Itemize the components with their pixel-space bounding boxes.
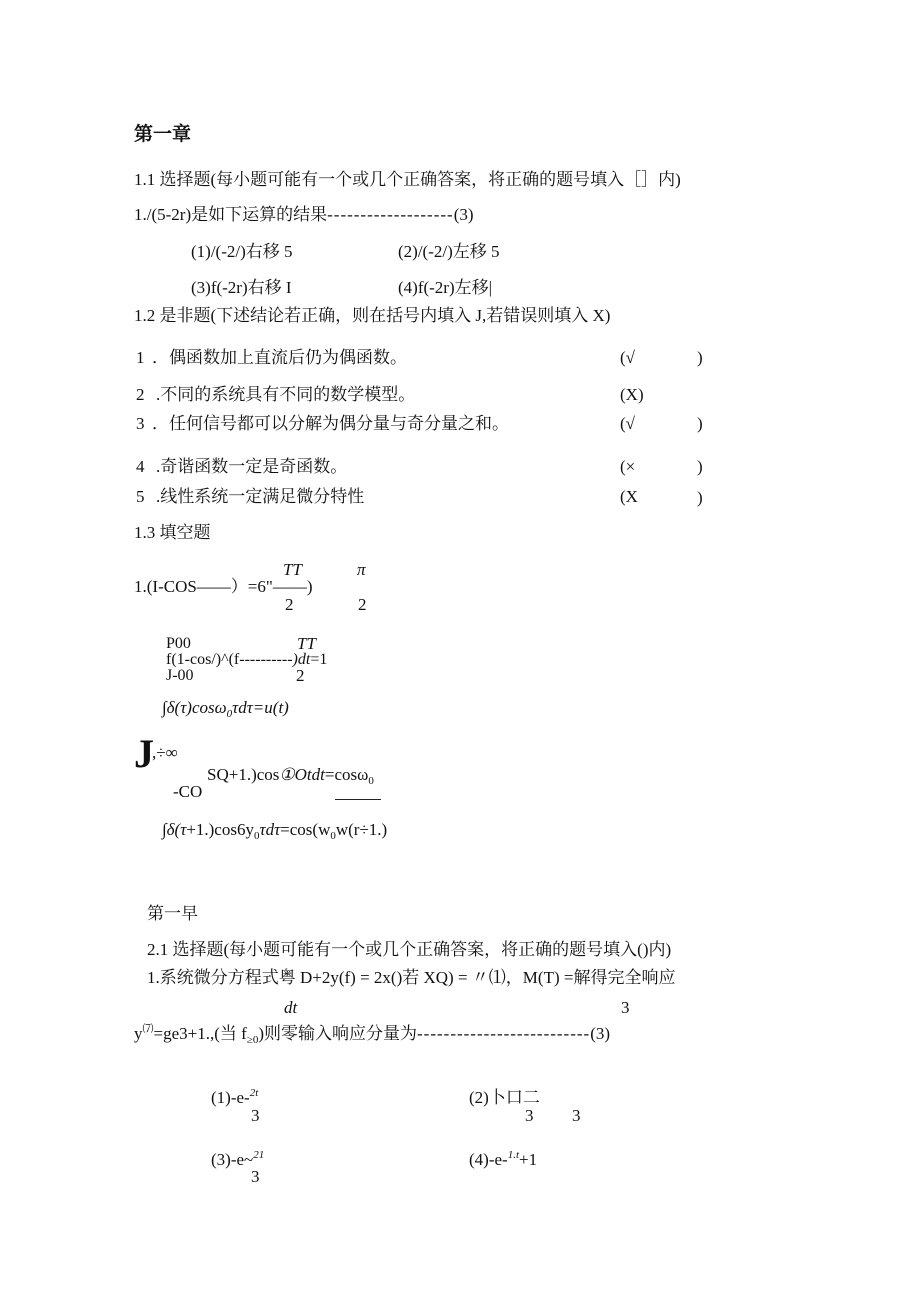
tf-1-close: ) xyxy=(697,348,703,367)
fill-1-denominator-1: 2 xyxy=(285,595,294,614)
fill-5-part-e: w(r÷1.) xyxy=(335,820,388,839)
fill-5-expression xyxy=(162,820,387,842)
chapter-1-title: 第一章 xyxy=(134,123,192,145)
ch2-question-1-line-2 xyxy=(134,1024,610,1046)
ch2-q1-answer: (3) xyxy=(590,1024,611,1043)
ch2-q1-option-3-denominator: 3 xyxy=(251,1167,260,1186)
ch2-q1-line2-c: )则零输入响应分量为 xyxy=(258,1024,418,1043)
ch2-question-1-three: 3 xyxy=(621,998,630,1017)
ch2-q1-option-4-text: (4)-e- xyxy=(469,1150,508,1169)
fill-2-body-b: )dt xyxy=(292,651,311,668)
fill-1-pi: π xyxy=(357,560,366,579)
question-1-option-4: (4)f(-2r)左移| xyxy=(398,278,493,297)
ch2-q1-option-4 xyxy=(469,1150,537,1172)
tf-4-text: .奇谐函数一定是奇函数。 xyxy=(156,457,348,476)
ch2-q1-option-1-sup: 2t xyxy=(249,1087,259,1099)
fill-4-equals: =cosω xyxy=(324,765,369,784)
fill-2-equals: =1 xyxy=(310,651,328,668)
tf-3-mark: (√ xyxy=(620,414,635,433)
ch2-q1-option-2-denominator-2: 3 xyxy=(572,1106,581,1125)
fill-5-subscript-1: 0 xyxy=(253,830,260,842)
tf-2-text: .不同的系统具有不同的数学模型。 xyxy=(156,385,416,404)
fill-1-expression: 1.(I-COS——）=6"——) xyxy=(134,577,313,596)
tf-3-close: ) xyxy=(697,414,703,433)
tf-1-mark: (√ xyxy=(620,348,635,367)
tf-2-mark: (X) xyxy=(620,385,644,404)
tf-5-number: 5 xyxy=(136,487,145,506)
section-1-3-heading: 1.3 填空题 xyxy=(134,523,211,542)
question-1-dashes: ------------------- xyxy=(327,205,454,224)
ch2-q1-option-1-denominator: 3 xyxy=(251,1106,260,1125)
tf-2-number: 2 xyxy=(136,385,145,404)
fill-2-upper-limit: P00 xyxy=(166,635,191,652)
fill-4-body-a: SQ+1.)cos xyxy=(207,765,280,784)
fill-4-answer-line xyxy=(335,799,381,800)
fill-3-part-a: ∫δ(τ)cosω xyxy=(162,698,227,717)
fill-5-part-a: ∫δ(τ xyxy=(162,820,187,839)
ch2-q1-option-3-text: (3)-e~ xyxy=(211,1150,254,1169)
fill-5-part-c: τdτ xyxy=(259,820,281,839)
tf-4-mark: (× xyxy=(620,457,636,476)
tf-4-number: 4 xyxy=(136,457,145,476)
fill-4-lower-limit: -CO xyxy=(173,782,203,801)
section-1-1-heading: 1.1 选择题(每小题可能有一个或几个正确答案，将正确的题号填入［］内) xyxy=(134,170,681,189)
fill-2-lower-limit: J-00 xyxy=(166,667,194,684)
fill-4-upper-limit: ,÷∞ xyxy=(152,743,178,762)
fill-2-body-a: f(1-cos/)^(f xyxy=(166,651,240,668)
ch2-q1-line2-subscript: ≥0 xyxy=(246,1034,259,1046)
fill-3-subscript: 0 xyxy=(226,708,233,720)
fill-3-part-b: τdτ=u(t) xyxy=(232,698,289,717)
fill-5-part-b: +1.)cos6y xyxy=(186,820,254,839)
section-2-1-heading: 2.1 选择题(每小题可能有一个或几个正确答案，将正确的题号填入()内) xyxy=(147,940,672,959)
ch2-q1-option-3-sup: 21 xyxy=(253,1149,265,1161)
question-1-option-3: (3)f(-2r)右移 I xyxy=(191,278,292,297)
chapter-2-title: 第一早 xyxy=(147,904,198,923)
question-1-answer: (3) xyxy=(453,205,474,224)
tf-1-number: 1 xyxy=(136,348,145,367)
fill-3-expression xyxy=(162,698,289,720)
ch2-q1-option-2-denominator-1: 3 xyxy=(525,1106,534,1125)
question-1-option-1: (1)/(-2/)右移 5 xyxy=(191,242,293,261)
fill-5-part-d: =cos(w xyxy=(280,820,331,839)
question-1-text: 1./(5-2r)是如下运算的结果 xyxy=(134,205,328,224)
ch2-q1-dashes: -------------------------- xyxy=(417,1024,591,1043)
fill-4-subscript: 0 xyxy=(368,775,374,787)
section-1-2-heading: 1.2 是非题(下述结论若正确，则在括号内填入 J,若错误则填入 X) xyxy=(134,306,611,325)
ch2-question-1-line-1: 1.系统微分方程式粤 D+2y(f) = 2x()若 XQ) = 〃⑴，M(T) =解得完全响应 xyxy=(147,968,676,987)
fill-2-tt: TT xyxy=(297,634,316,653)
fill-4-expression xyxy=(207,765,374,787)
tf-5-close: ) xyxy=(697,488,703,507)
fill-4-circle: ① xyxy=(279,765,295,784)
ch2-q1-y: y xyxy=(134,1024,143,1043)
fill-2-dashes: ---------- xyxy=(239,651,293,668)
fill-1-tt: TT xyxy=(283,560,302,579)
fill-4-body-b: Otdt xyxy=(294,765,325,784)
ch2-q1-option-1-text: (1)-e- xyxy=(211,1088,250,1107)
ch2-question-1-dt: dt xyxy=(284,998,298,1017)
tf-5-text: .线性系统一定满足微分特性 xyxy=(156,487,365,506)
tf-3-number: 3 xyxy=(136,414,145,433)
tf-1-text: ．偶函数加上直流后仍为偶函数。 xyxy=(152,348,407,367)
tf-5-mark: (X xyxy=(620,487,638,506)
fill-4-integral-sign: J xyxy=(134,731,154,776)
ch2-q1-option-4-tail: +1 xyxy=(519,1150,538,1169)
ch2-q1-y-superscript: ⑺ xyxy=(142,1023,154,1035)
fill-2-denominator: 2 xyxy=(296,666,305,685)
tf-4-close: ) xyxy=(697,457,703,476)
fill-1-denominator-2: 2 xyxy=(358,595,367,614)
tf-3-text: ．任何信号都可以分解为偶分量与奇分量之和。 xyxy=(152,414,509,433)
ch2-q1-option-4-sup: 1.t xyxy=(507,1149,520,1161)
fill-5-subscript-2: 0 xyxy=(330,830,336,842)
question-1-stem xyxy=(134,205,474,225)
question-1-option-2: (2)/(-2/)左移 5 xyxy=(398,242,500,261)
ch2-q1-option-2-text: (2)卜口二 xyxy=(469,1088,540,1107)
ch2-q1-line2-b: =ge3+1.,(当 f xyxy=(153,1024,247,1043)
